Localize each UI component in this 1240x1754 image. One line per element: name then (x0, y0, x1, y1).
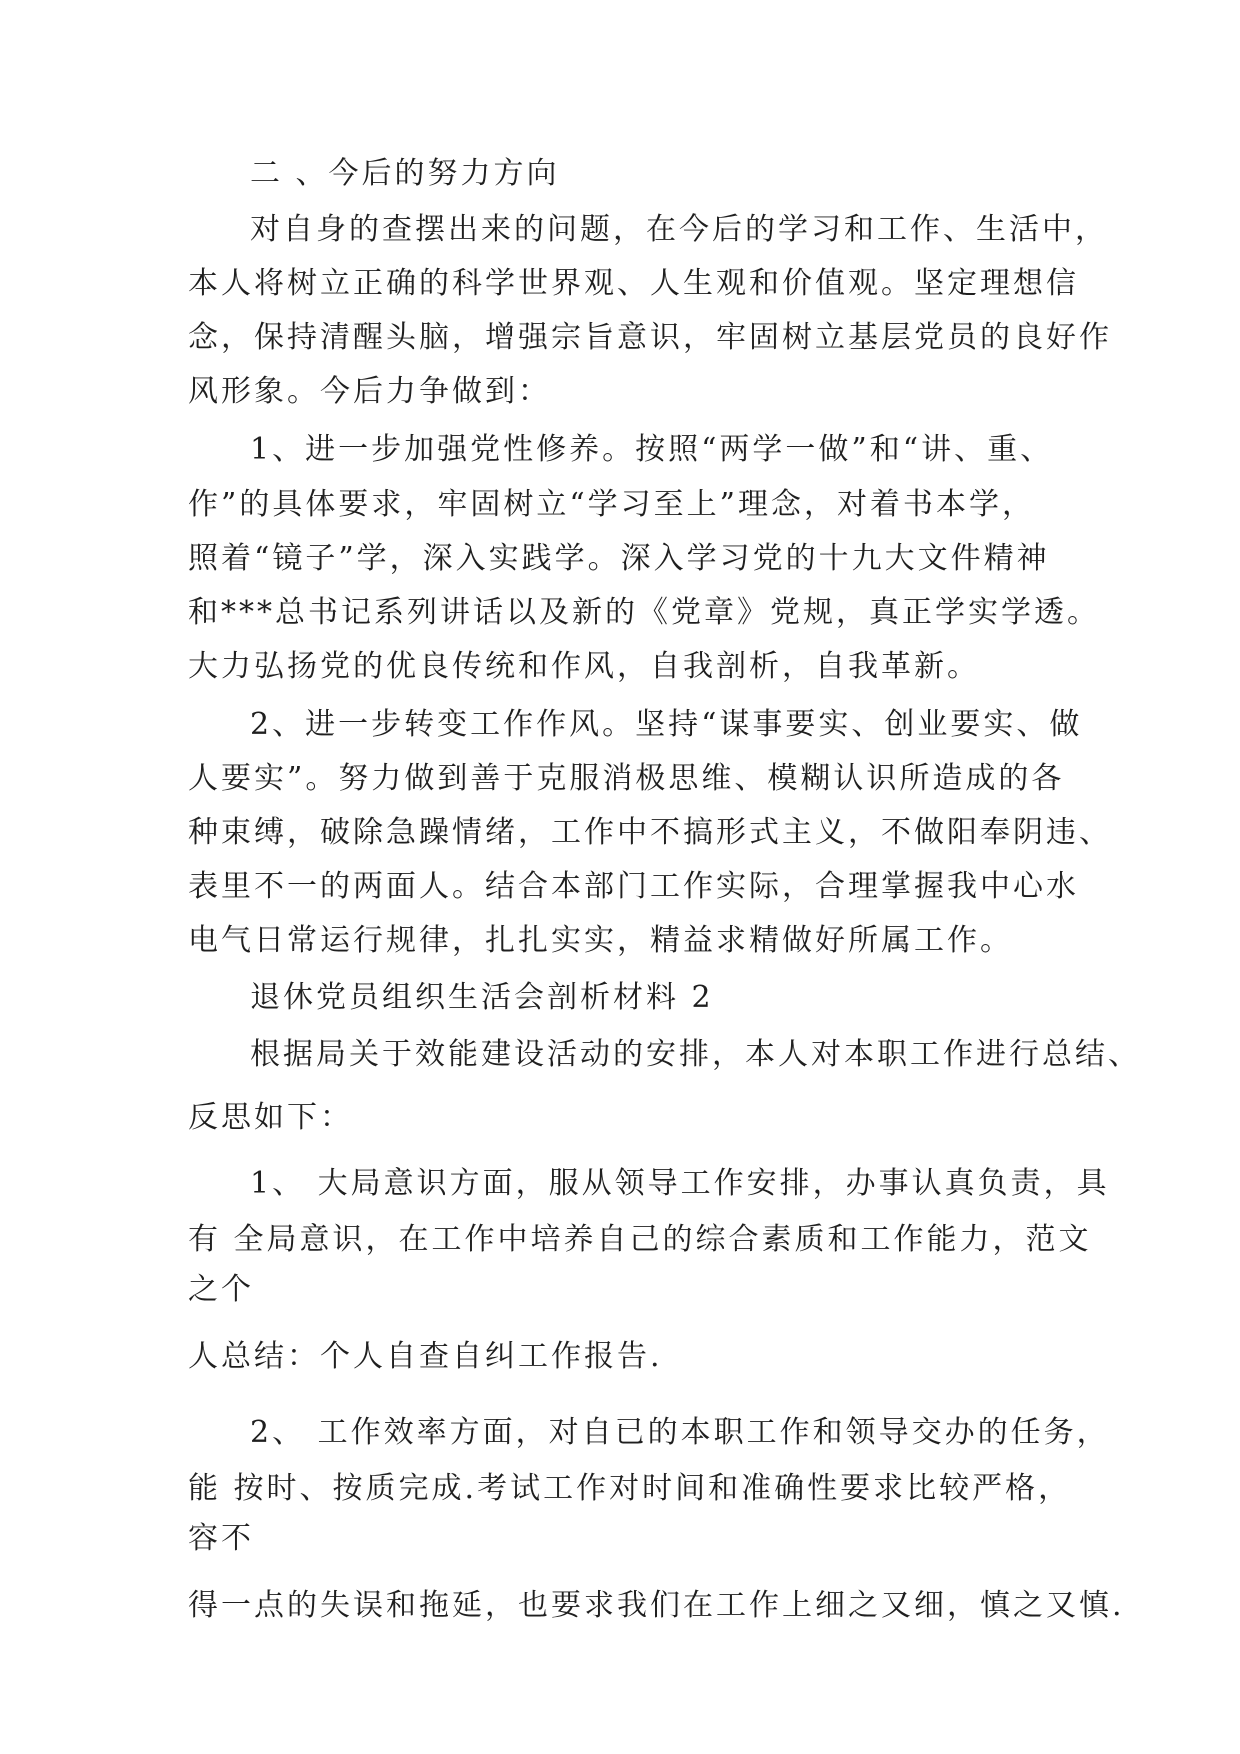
paragraph-line: 对自身的查摆出来的问题，在今后的学习和工作、生活中， (250, 212, 1108, 247)
paragraph-line: 能 按时、按质完成.考试工作对时间和准确性要求比较严格， (188, 1471, 1072, 1506)
document-subtitle: 退休党员组织生活会剖析材料 2 (250, 980, 714, 1015)
paragraph-line: 根据局关于效能建设活动的安排，本人对本职工作进行总结、 (250, 1037, 1141, 1072)
paragraph-line: 种束缚，破除急躁情绪，工作中不搞形式主义，不做阳奉阴违、 (188, 815, 1112, 850)
paragraph-line: 容不 (188, 1521, 254, 1556)
paragraph-line: 有 全局意识，在工作中培养自己的综合素质和工作能力，范文 (188, 1222, 1092, 1257)
paragraph-line: 电气日常运行规律，扎扎实实，精益求精做好所属工作。 (188, 923, 1013, 958)
paragraph-line: 2、进一步转变工作作风。坚持“谋事要实、创业要实、做 (250, 707, 1083, 742)
paragraph-line: 1、进一步加强党性修养。按照“两学一做”和“讲、重、 (250, 432, 1054, 467)
paragraph-line: 表里不一的两面人。结合本部门工作实际，合理掌握我中心水 (188, 869, 1079, 904)
paragraph-line: 1、 大局意识方面，服从领导工作安排，办事认真负责，具 (250, 1166, 1110, 1201)
paragraph-line: 作”的具体要求，牢固树立“学习至上”理念，对着书本学， (188, 487, 1036, 522)
paragraph-line: 本人将树立正确的科学世界观、人生观和价值观。坚定理想信 (188, 266, 1079, 301)
paragraph-line: 反思如下： (188, 1100, 353, 1135)
paragraph-line: 之个 (188, 1272, 254, 1307)
paragraph-line: 念，保持清醒头脑，增强宗旨意识，牢固树立基层党员的良好作 (188, 320, 1112, 355)
paragraph-line: 照着“镜子”学，深入实践学。深入学习党的十九大文件精神 (188, 541, 1050, 576)
paragraph-line: 人总结：个人自查自纠工作报告. (188, 1339, 663, 1374)
section-heading: 二 、今后的努力方向 (250, 156, 560, 191)
paragraph-line: 得一点的失误和拖延，也要求我们在工作上细之又细，慎之又慎. (188, 1588, 1125, 1623)
paragraph-line: 2、 工作效率方面，对自已的本职工作和领导交办的任务， (250, 1415, 1110, 1450)
paragraph-line: 风形象。今后力争做到： (188, 374, 551, 409)
paragraph-line: 和***总书记系列讲话以及新的《党章》党规，真正学实学透。 (188, 595, 1100, 630)
paragraph-line: 人要实”。努力做到善于克服消极思维、模糊认识所造成的各 (188, 761, 1065, 796)
paragraph-line: 大力弘扬党的优良传统和作风，自我剖析，自我革新。 (188, 649, 980, 684)
